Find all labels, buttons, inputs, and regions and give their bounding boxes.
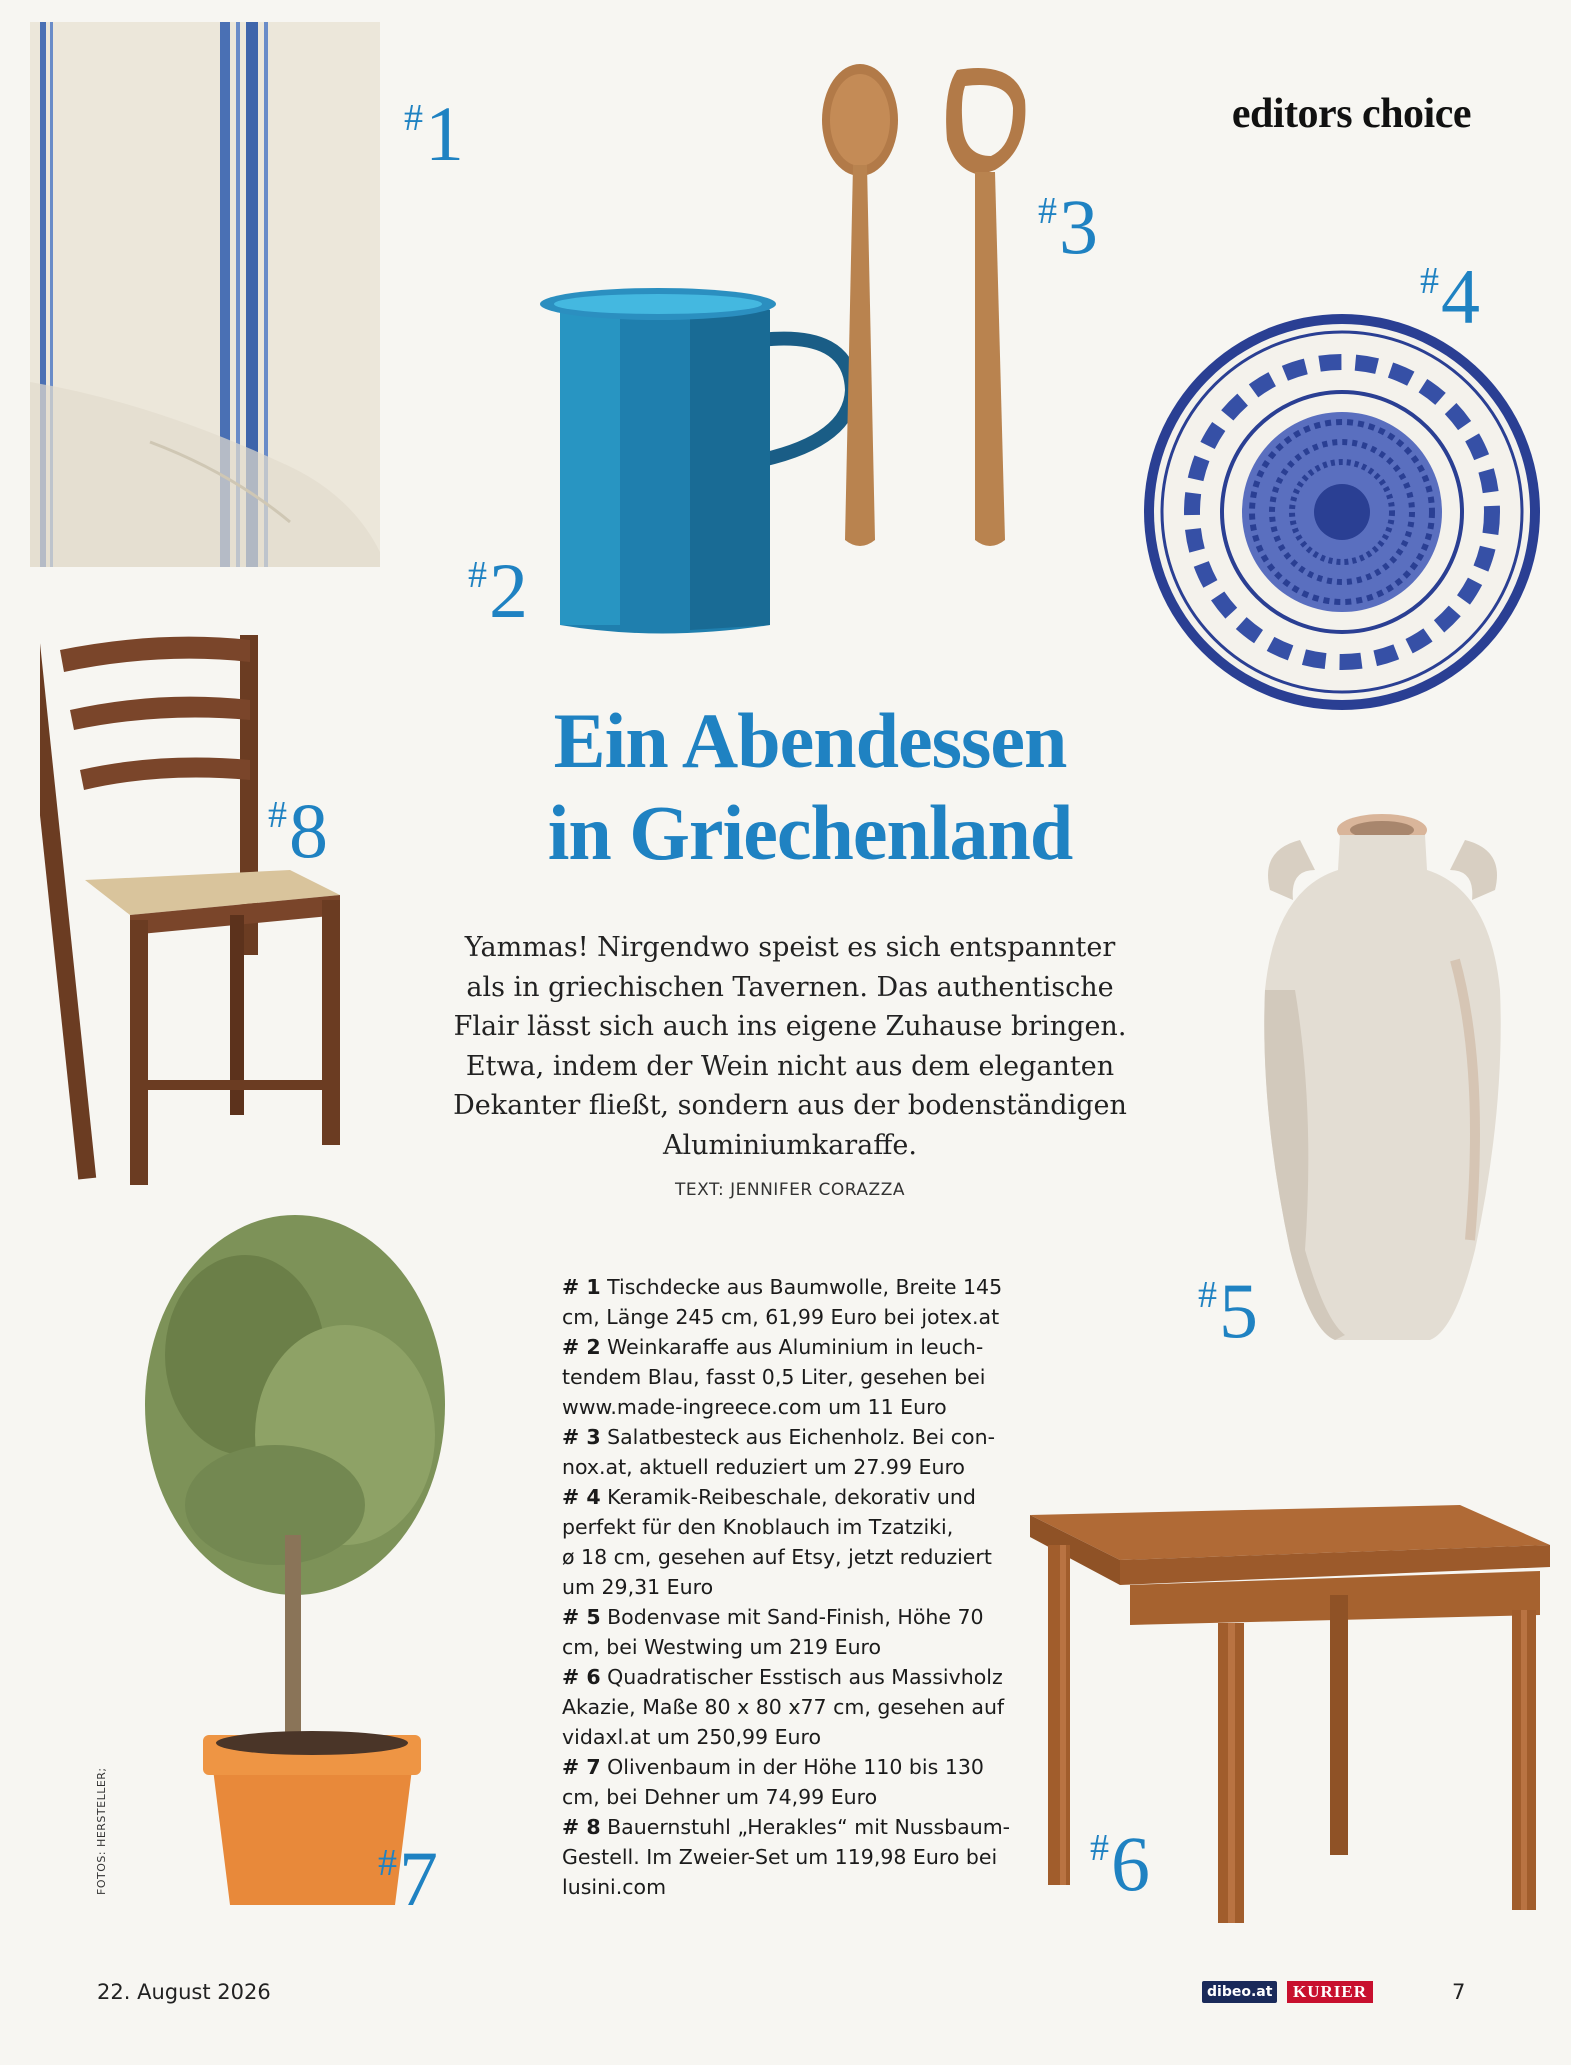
item-text: Bodenvase mit Sand-Finish, Höhe 70 <box>607 1605 984 1629</box>
intro-line: Yammas! Nirgendwo speist es sich entspannter <box>464 932 1116 963</box>
item-text: Keramik-Reibeschale, dekorativ und <box>607 1485 976 1509</box>
tablecloth-image <box>30 22 380 567</box>
number-value: 6 <box>1111 1820 1150 1907</box>
hash-mark: # <box>268 794 287 836</box>
number-value: 3 <box>1059 183 1098 270</box>
item-text: Olivenbaum in der Höhe 110 bis 130 <box>607 1755 984 1779</box>
chair-image <box>40 630 370 1190</box>
hash-mark: # <box>404 97 423 139</box>
salad-servers-image <box>815 60 1065 555</box>
item-text: um 29,31 Euro <box>562 1575 714 1599</box>
item-text: www.made-ingreece.com um 11 Euro <box>562 1395 947 1419</box>
carafe-image <box>530 280 860 640</box>
number-value: 4 <box>1441 253 1480 340</box>
hash-mark: # <box>378 1842 397 1884</box>
product-number-8 <box>268 787 328 874</box>
item-text: nox.at, aktuell reduziert um 27.99 Euro <box>562 1455 965 1479</box>
intro-line: Flair lässt sich auch ins eigene Zuhause bringen. <box>453 1011 1127 1042</box>
byline: TEXT: JENNIFER CORAZZA <box>675 1180 905 1200</box>
vase-image <box>1255 810 1510 1355</box>
product-number-2 <box>468 547 528 634</box>
product-number-1 <box>404 90 464 177</box>
item-number: # 5 <box>562 1605 601 1629</box>
item-number: # 4 <box>562 1485 601 1509</box>
product-number-5 <box>1198 1267 1258 1354</box>
list-item <box>562 1752 1022 1812</box>
item-number: # 6 <box>562 1665 601 1689</box>
hash-mark: # <box>468 554 487 596</box>
item-number: # 8 <box>562 1815 601 1839</box>
number-value: 5 <box>1219 1267 1258 1354</box>
olive-tree-image <box>125 1205 475 1920</box>
item-text: ø 18 cm, gesehen auf Etsy, jetzt reduziert <box>562 1545 992 1569</box>
title-line-2: in Griechenland <box>547 789 1073 876</box>
product-list <box>562 1272 1022 1902</box>
list-item <box>562 1662 1022 1752</box>
list-item <box>562 1602 1022 1662</box>
product-number-4 <box>1420 253 1480 340</box>
list-item <box>562 1332 1022 1422</box>
number-value: 2 <box>489 547 528 634</box>
item-text: cm, Länge 245 cm, 61,99 Euro bei jotex.at <box>562 1305 1000 1329</box>
photo-credit: FOTOS: HERSTELLER; <box>95 1767 108 1895</box>
item-number: # 2 <box>562 1335 601 1359</box>
hash-mark: # <box>1198 1274 1217 1316</box>
product-number-6 <box>1090 1820 1150 1907</box>
page-number: 7 <box>1452 1980 1466 2004</box>
intro-line: Aluminiumkaraffe. <box>663 1129 917 1161</box>
dibeo-logo: dibeo.at <box>1202 1981 1277 2003</box>
issue-date: 22. August 2026 <box>97 1980 271 2004</box>
item-text: cm, bei Dehner um 74,99 Euro <box>562 1785 878 1809</box>
intro-line: Dekanter fließt, sondern aus der bodenständigen <box>453 1090 1127 1121</box>
hash-mark: # <box>1090 1827 1109 1869</box>
item-number: # 1 <box>562 1275 601 1299</box>
product-number-3 <box>1038 183 1098 270</box>
list-item <box>562 1272 1022 1332</box>
item-text: Quadratischer Esstisch aus Massivholz <box>607 1665 1003 1689</box>
ceramic-bowl-image <box>1140 310 1545 715</box>
item-text: Akazie, Maße 80 x 80 x77 cm, gesehen auf <box>562 1695 1005 1719</box>
hash-mark: # <box>1038 190 1057 232</box>
item-text: tendem Blau, fasst 0,5 Liter, gesehen bei <box>562 1365 986 1389</box>
item-number: # 7 <box>562 1755 601 1779</box>
kurier-logo: KURIER <box>1287 1981 1373 2003</box>
number-value: 1 <box>425 90 464 177</box>
article-title <box>380 695 1240 879</box>
title-line-1: Ein Abendessen <box>553 697 1067 784</box>
item-text: Bauernstuhl „Herakles“ mit Nussbaum- <box>607 1815 1011 1839</box>
list-item <box>562 1812 1022 1902</box>
intro-line: Etwa, indem der Wein nicht aus dem eleganten <box>465 1050 1115 1082</box>
item-text: Weinkaraffe aus Aluminium in leuch- <box>607 1335 984 1359</box>
item-number: # 3 <box>562 1425 601 1449</box>
item-text: Tischdecke aus Baumwolle, Breite 145 <box>607 1275 1003 1299</box>
section-label: editors choice <box>1231 91 1471 137</box>
list-item <box>562 1422 1022 1482</box>
hash-mark: # <box>1420 260 1439 302</box>
item-text: Salatbesteck aus Eichenholz. Bei con- <box>607 1425 995 1449</box>
intro-line: als in griechischen Tavernen. Das authentische <box>466 971 1114 1003</box>
item-text: lusini.com <box>562 1875 667 1899</box>
list-item <box>562 1482 1022 1602</box>
number-value: 8 <box>289 787 328 874</box>
item-text: Gestell. Im Zweier-Set um 119,98 Euro bei <box>562 1845 998 1869</box>
number-value: 7 <box>399 1835 438 1922</box>
item-text: perfekt für den Knoblauch im Tzatziki, <box>562 1515 954 1539</box>
product-number-7 <box>378 1835 438 1922</box>
item-text: cm, bei Westwing um 219 Euro <box>562 1635 882 1659</box>
item-text: vidaxl.at um 250,99 Euro <box>562 1725 822 1749</box>
intro-text <box>430 928 1150 1165</box>
